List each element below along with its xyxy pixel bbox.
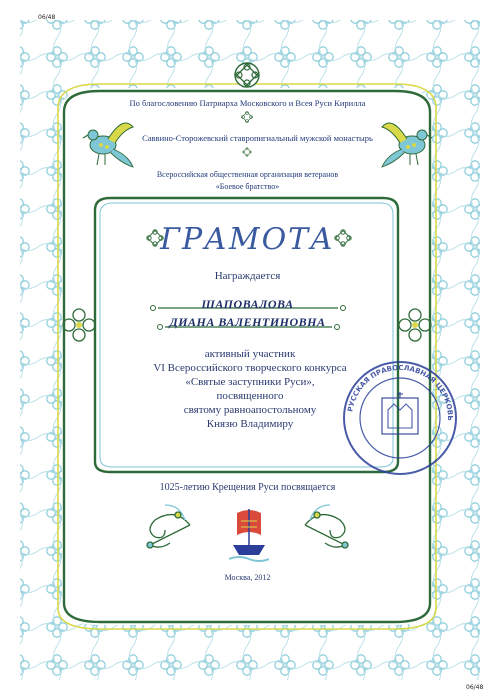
ship-emblem xyxy=(229,505,269,565)
stamp-text: РУССКАЯ ПРАВОСЛАВНАЯ ЦЕРКОВЬ xyxy=(346,363,455,421)
description-line: Князю Владимиру xyxy=(206,418,294,430)
recipient-name: ДИАНА ВАЛЕНТИНОВНА xyxy=(169,315,326,329)
monastery-line: Саввино-Сторожевский ставропигиальный мужской монастырь xyxy=(142,133,373,143)
organization-line-2: «Боевое братство» xyxy=(215,182,280,191)
description-line: VI Всероссийского творческого конкурса xyxy=(153,362,347,374)
scan-code-bottom: 06/48 xyxy=(466,684,484,691)
recipient-surname: ШАПОВАЛОВА xyxy=(201,297,294,311)
organization-line-1: Всероссийская общественная организация ветеранов xyxy=(156,170,339,179)
awarded-label: Награждается xyxy=(214,270,281,282)
patron-line: По благословению Патриарха Московского и Всея Руси Кирилла xyxy=(129,98,366,108)
description-line: святому равноапостольному xyxy=(183,404,317,416)
place-date: Москва, 2012 xyxy=(224,573,271,582)
description-line: активный участник xyxy=(204,348,296,360)
scan-code-top: 06/48 xyxy=(38,14,56,21)
description-line: «Святые заступники Руси», xyxy=(185,376,315,388)
dedication-line: 1025-летию Крещения Руси посвящается xyxy=(159,482,336,493)
description-line: посвященного xyxy=(216,390,284,402)
certificate-title: ГРАМОТА xyxy=(160,222,335,257)
